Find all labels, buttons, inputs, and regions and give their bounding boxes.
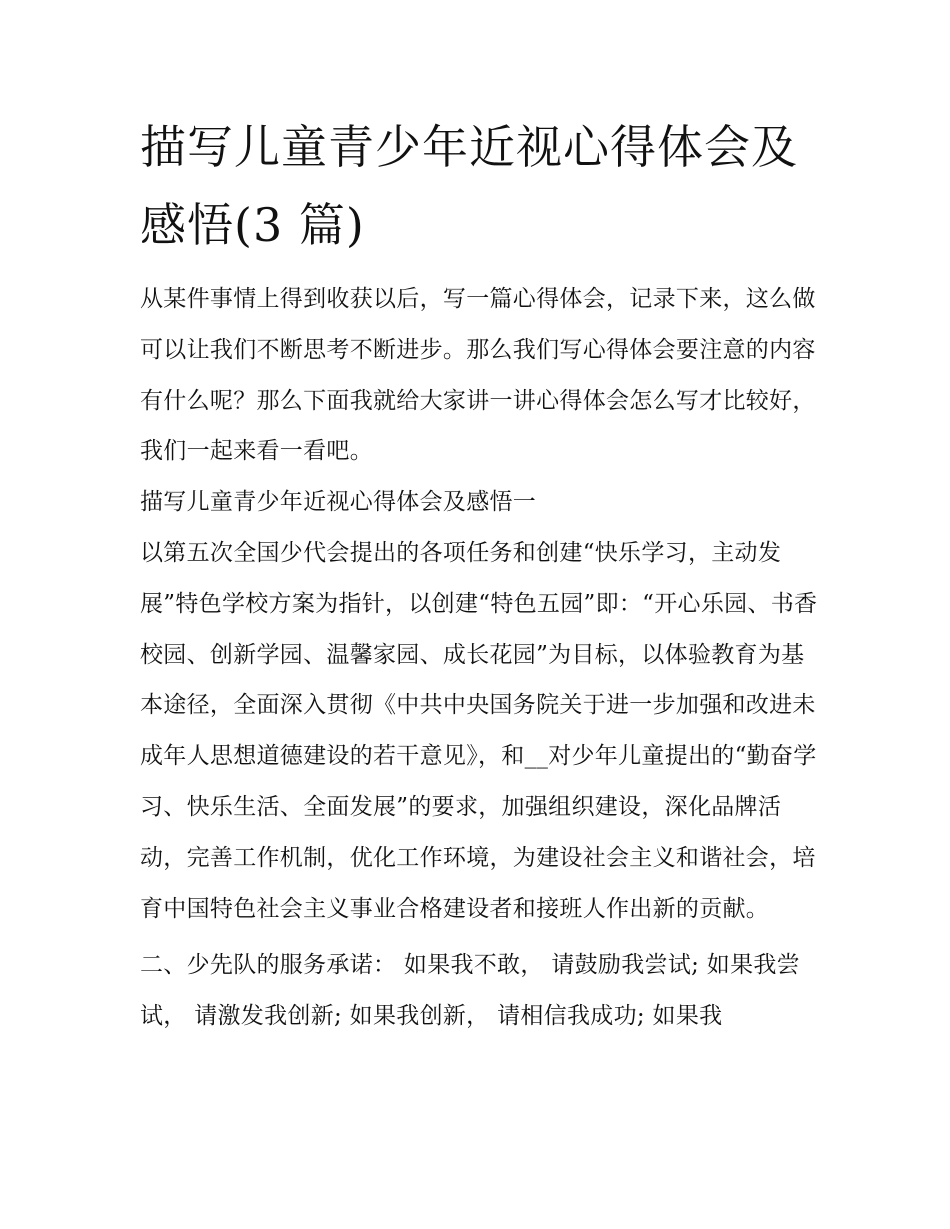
document-page [140,108,820,1042]
section-heading: 描写儿童青少年近视心得体会及感悟一 [140,489,537,516]
intro-paragraph: 从某件事情上得到收获以后，写一篇心得体会，记录下来，这么做可以让我们不断思考不断进步。那么我们写心得体会要注意的内容有什么呢？那么下面我就给大家讲一讲心得体会怎么写才比较好，我们一起来看一看吧。 [140,286,816,465]
document-title: 描写儿童青少年近视心得体会及感悟(3 篇) [140,120,798,252]
body-paragraph: 以第五次全国少代会提出的各项任务和创建“快乐学习，主动发展”特色学校方案为指针，以创建“特色五园”即：“开心乐园、书香校园、创新学园、温馨家园、成长花园”为目标，以体验教育为基本途径，全面深入贯彻《中共中央国务院关于进一步加强和改进未成年人思想道德建设的若干意见》，和__对少年儿童提出的“勤奋学习、快乐生活、全面发展”的要求，加强组织建设，深化品牌活动，完善工作机制，优化工作环境，为建设社会主义和谐社会，培育中国特色社会主义事业合格建设者和接班人作出新的贡献。 [140,539,818,922]
body-paragraph: 二、少先队的服务承诺： 如果我不敢， 请鼓励我尝试; 如果我尝试， 请激发我创新; 如果我创新， 请相信我成功; 如果我 [140,952,800,1030]
